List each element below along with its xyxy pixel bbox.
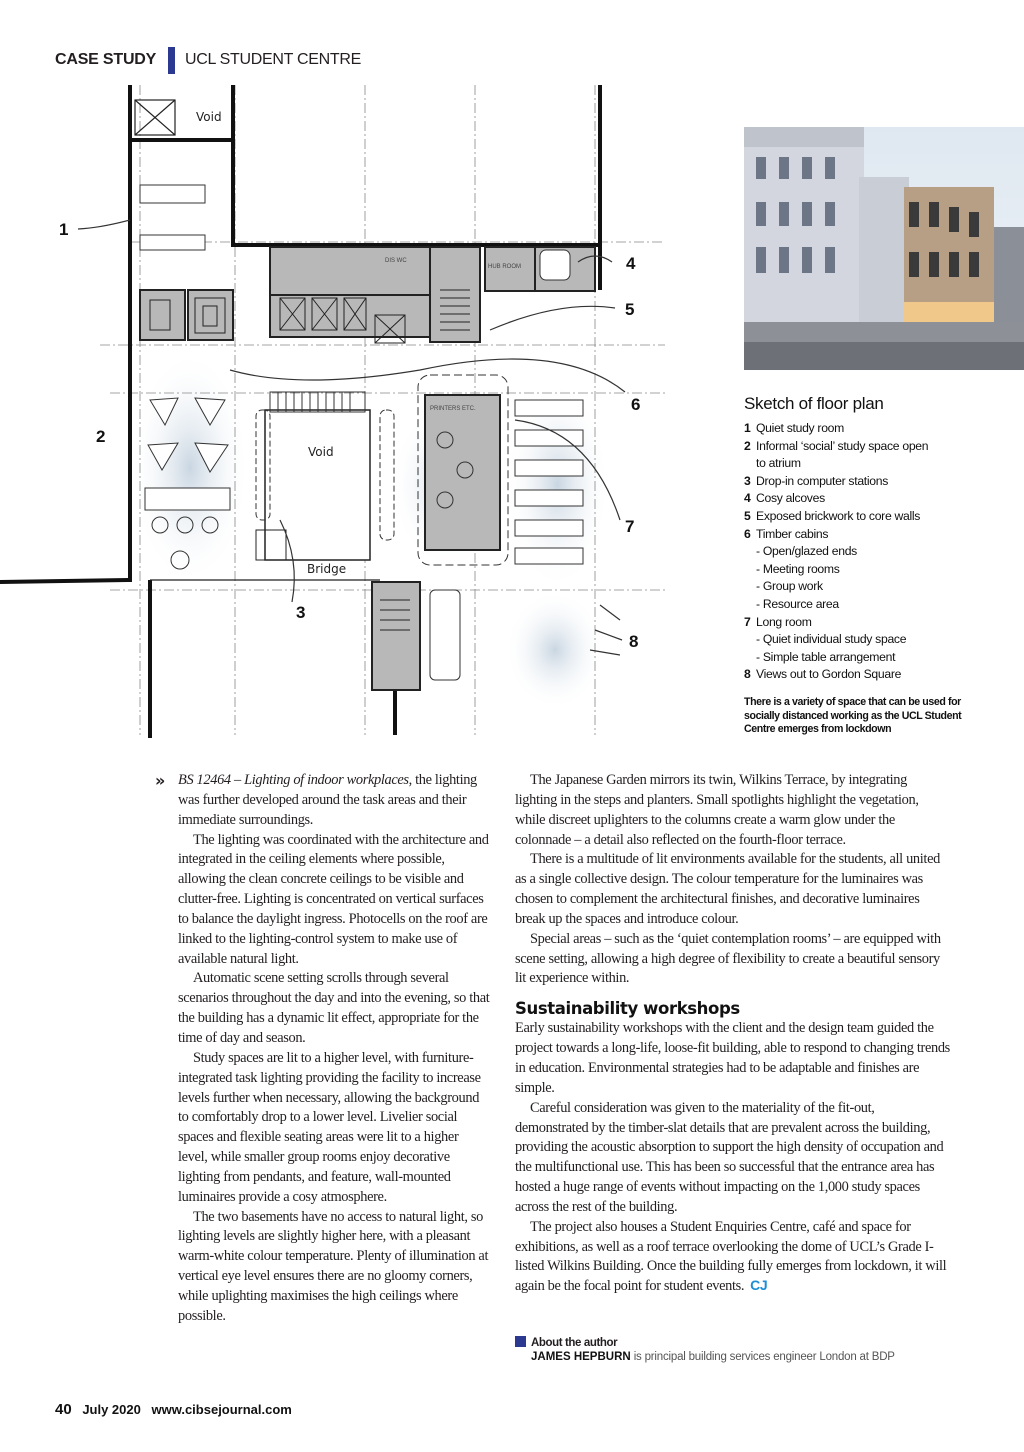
void-label-top: Void — [196, 110, 222, 124]
legend-subitem: - Simple table arrangement — [756, 649, 896, 664]
section-label: CASE STUDY — [55, 51, 157, 68]
author-heading: About the author — [531, 1337, 618, 1349]
floor-plan-legend — [744, 394, 1004, 684]
author-bio: is principal building services engineer London at BDP — [633, 1351, 895, 1363]
paragraph: The two basements have no access to natural light, so lighting levels are slightly higher here, with a pleasant warm-white colour temperature. Plenty of illumination at vertical eye level ensures there are no gloomy corners, while uplighting maximises the high ceilings where possible. — [178, 1208, 489, 1324]
paragraph: Study spaces are lit to a higher level, with furniture-integrated task lighting providing the facility to increase levels further when necessary, allowing the background to comfortably drop to a lower level. Livelier social spaces and flexible seating areas were lit to a higher level, while smaller group rooms enjoy decorative lighting from pendants, and feature, wall-mounted luminaires provide a cosy atmosphere. — [178, 1049, 481, 1205]
plan-number-1: 1 — [59, 220, 69, 239]
plan-number-7: 7 — [625, 517, 635, 536]
legend-subitem: - Quiet individual study space — [756, 632, 907, 647]
article-column-2 — [515, 771, 951, 1297]
paragraph: BS 12464 – Lighting of indoor workplaces, the lighting was further developed around the task areas and their immediate surroundings. — [178, 772, 477, 828]
image-caption: There is a variety of space that can be used for socially distanced working as the UCL Student Centre emerges from lockdown — [744, 696, 962, 736]
paragraph: Early sustainability workshops with the client and the design team guided the project towards a long-life, loose-fit building, able to respond to changing trends in education. Environmental strategies had to be adaptable and finishes are simple. — [515, 1020, 950, 1096]
legend-subitem: - Group work — [756, 579, 823, 594]
plan-number-2: 2 — [96, 427, 106, 446]
printers-label: PRINTERS ETC. — [430, 406, 476, 412]
legend-item: 7 Long room — [744, 614, 812, 629]
legend-item: 5 Exposed brickwork to core walls — [744, 508, 921, 523]
bridge-label: Bridge — [307, 562, 347, 576]
legend-subitem: - Open/glazed ends — [756, 544, 857, 559]
hub-room-label: HUB ROOM — [488, 264, 521, 270]
author-box — [515, 1333, 975, 1363]
continued-marker: » — [155, 771, 162, 790]
paragraph: There is a multitude of lit environments available for the students, all united as a single collective design. The colour temperature for the luminaires was chosen to complement the architectural finishes, and decorative luminaires break up the spaces and introduce colour. — [515, 851, 940, 927]
legend-title: Sketch of floor plan — [744, 394, 884, 413]
plan-number-4: 4 — [626, 254, 636, 273]
plan-number-5: 5 — [625, 300, 635, 319]
legend-item: 3 Drop-in computer stations — [744, 473, 889, 488]
page-number: 40 — [55, 1401, 72, 1418]
section-heading: Sustainability workshops — [515, 999, 740, 1019]
plan-number-6: 6 — [631, 395, 641, 414]
legend-item-continuation: to atrium — [756, 456, 801, 471]
article-topic: UCL STUDENT CENTRE — [185, 51, 361, 68]
issue-date: July 2020 — [82, 1402, 141, 1417]
void-label-center: Void — [308, 445, 334, 459]
end-mark: CJ — [750, 1277, 768, 1294]
paragraph: The project also houses a Student Enquiries Centre, café and space for exhibitions, as well as a roof terrace overlooking the dome of UCL’s Grade I-listed Wilkins Building. Once the building fully emerges from lockdown, it will again be the focal point for student events. CJ — [515, 1218, 947, 1295]
legend-item: 1 Quiet study room — [744, 421, 844, 435]
legend-item: 4 Cosy alcoves — [744, 491, 825, 506]
plan-number-8: 8 — [629, 632, 639, 651]
article-column-1 — [178, 771, 490, 1327]
legend-item: 2 Informal ‘social’ study space open — [744, 438, 929, 453]
paragraph: The lighting was coordinated with the architecture and integrated in the ceiling elements where possible, allowing the clean concrete ceilings to be visible and clutter-free. Lighting is concentrated on vertical surfaces to balance the daylight ingress. Photocells on the roof are linked to the lighting-control system to make use of available natural light. — [178, 831, 489, 967]
dis-wc-label: DIS WC — [385, 258, 407, 264]
website-link[interactable]: www.cibsejournal.com — [151, 1402, 292, 1417]
paragraph: The Japanese Garden mirrors its twin, Wilkins Terrace, by integrating lighting in the steps and planters. Small spotlights highlight the vegetation, while discreet uplighters to the columns create a warm glow under the colonnade – a detail also reflected on the fourth-floor terrace. — [515, 772, 919, 848]
header-divider — [168, 47, 175, 74]
legend-subitem: - Meeting rooms — [756, 561, 840, 576]
author-square-icon — [515, 1336, 526, 1347]
floor-plan-sketch — [0, 78, 690, 743]
author-name: JAMES HEPBURN — [531, 1351, 631, 1363]
building-render-photo — [744, 127, 1024, 370]
paragraph: Automatic scene setting scrolls through several scenarios throughout the day and into the evening, so that the building has a dynamic lit effect, appropriate for the time of day and season. — [178, 970, 490, 1046]
legend-subitem: - Resource area — [756, 596, 839, 611]
legend-item: 8 Views out to Gordon Square — [744, 667, 902, 682]
paragraph: Special areas – such as the ‘quiet contemplation rooms’ – are equipped with scene setting, allowing a high degree of flexibility to create a beautiful sensory lit experience within. — [515, 930, 941, 987]
page-footer — [55, 1401, 299, 1418]
legend-item: 6 Timber cabins — [744, 526, 829, 541]
plan-number-3: 3 — [296, 603, 306, 622]
paragraph: Careful consideration was given to the materiality of the fit-out, demonstrated by the timber-slat details that are prevalent across the building, providing the acoustic absorption to support the high density of occupation and the multifunctional use. This has been so successful that the entrance area has hosted a huge range of events without impacting on the 1,000 study spaces across the rest of the building. — [515, 1099, 944, 1215]
